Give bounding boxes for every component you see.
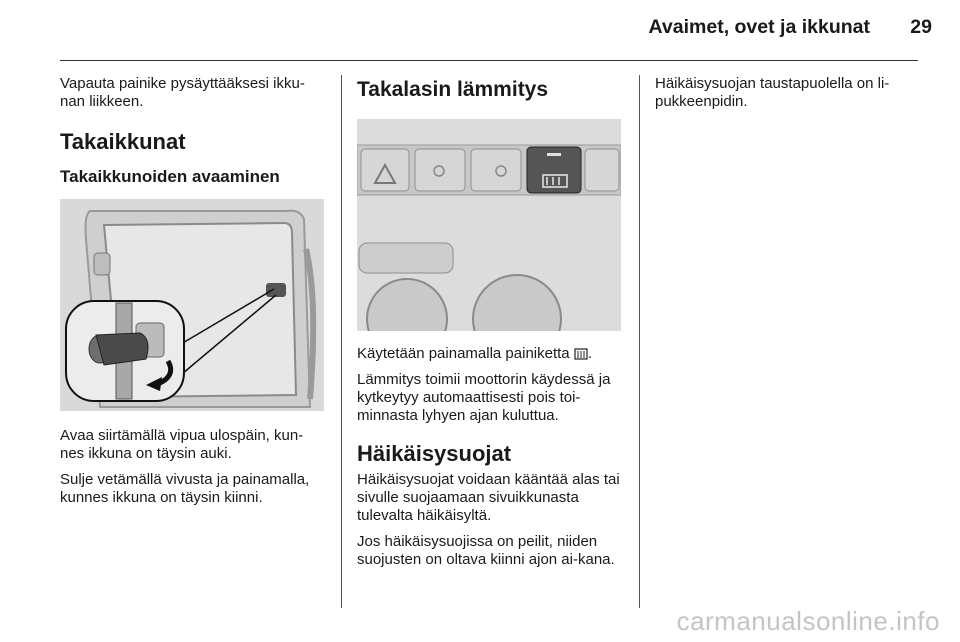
column-1 <box>60 75 326 515</box>
column-2 <box>357 75 623 577</box>
page-number: 29 <box>910 16 932 38</box>
defrost-usage-end: . <box>587 345 592 362</box>
page-header-title: Avaimet, ovet ja ikkunat <box>648 16 870 38</box>
column-divider-1 <box>341 75 342 608</box>
header-rule <box>60 60 918 61</box>
section-heading-takaikkunat: Takaikkunat <box>60 129 186 154</box>
watermark: carmanualsonline.info <box>676 606 940 636</box>
column-divider-2 <box>639 75 640 608</box>
closing-instructions: Sulje vetämällä vivusta ja painamalla, kunnes ikkuna on täysin kiinni. <box>60 471 310 506</box>
section-heading-haikaisysuojat: Häikäisysuojat <box>357 441 512 466</box>
rear-window-defrost-icon <box>574 348 588 360</box>
defrost-operation-text: Lämmitys toimii moottorin käydessä ja kytkeytyy automaattisesti pois toi-minnasta lyhyen ajan kuluttua. <box>357 371 611 424</box>
intro-text: Vapauta painike pysäyttääksesi ikku-nan liikkeen. <box>60 75 305 110</box>
rear-window-latch-figure <box>60 199 324 411</box>
opening-instructions: Avaa siirtämällä vipua ulospäin, kun-nes ikkuna on täysin auki. <box>60 427 304 462</box>
ticket-holder-text: Häikäisysuojan taustapuolella on li-pukkeenpidin. <box>655 75 890 110</box>
column-3 <box>655 75 921 119</box>
defrost-usage-text <box>357 345 623 363</box>
subsection-heading: Takaikkunoiden avaaminen <box>60 167 280 186</box>
sun-visor-mirror-text: Jos häikäisysuojissa on peilit, niiden suojusten on oltava kiinni ajon ai-kana. <box>357 533 615 568</box>
section-heading-takalasin: Takalasin lämmitys <box>357 78 549 101</box>
sun-visor-text: Häikäisysuojat voidaan kääntää alas tai sivulle suojaamaan sivuikkunasta tulevalta häikäisyltä. <box>357 471 620 524</box>
defrost-usage-lead: Käytetään painamalla painiketta <box>357 345 570 362</box>
dashboard-buttons-figure <box>357 119 621 331</box>
